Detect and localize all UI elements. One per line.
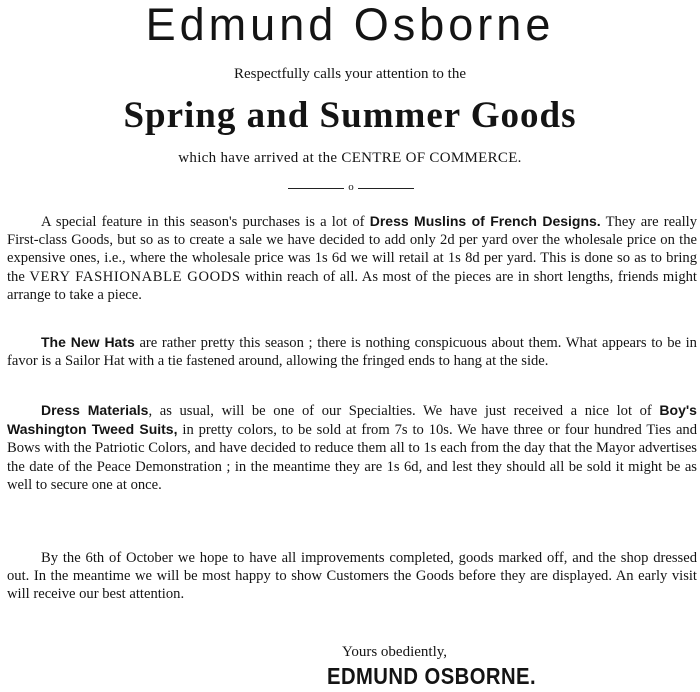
p1-text-3: within reach of all. As most of the pieces are in short lengths, friends might arrange to take a piece.	[7, 268, 697, 303]
p2-text-1: are rather pretty this season ; there is nothing conspicuous about them. What appears to be in favor is a Sailor Hat with a tie fastened around, allowing the fringed ends to hang at the side.	[7, 335, 697, 370]
signature: EDMUND OSBORNE.	[327, 663, 537, 689]
p1-text-2: They are really First-class Goods, but so as to create a sale we have decided to add only 2d per yard over the wholesale price on the expensive ones, i.e., where the wholesale price was 1s 6d we will retail at 1s 8d per yard. This is done so as to bring the	[7, 214, 697, 285]
paragraph-dress-materials	[7, 401, 697, 494]
p2-bold-new-hats: The New Hats	[41, 334, 135, 350]
paragraph-october-improvements	[7, 549, 697, 604]
p3-bold-dress-materials: Dress Materials	[41, 402, 149, 418]
headline-spring-summer-goods: Spring and Summer Goods	[123, 95, 577, 136]
p3-text-2: in pretty colors, to be sold at from 7s to 10s. We have three or four hundred Ties and Bows with the Patriotic Colors, and have decided to reduce them all to 1s each from the day that the Mayor advertises the date of the Peace Demonstration ; in the meantime they are 1s 6d, and lest they should all be sold it might be as well to secure one at once.	[7, 422, 698, 493]
paragraph-dress-muslins	[7, 212, 697, 304]
divider-mark: o	[348, 181, 354, 193]
valediction: Yours obediently,	[342, 644, 448, 660]
p3-bold-tweed-suits: Boy's Washington Tweed Suits,	[7, 402, 697, 438]
p1-bold-dress-muslins: Dress Muslins of French Designs.	[369, 213, 601, 229]
merchant-name-title: Edmund Osborne	[145, 0, 555, 50]
section-divider	[288, 180, 414, 196]
paragraph-new-hats	[7, 333, 697, 370]
intro-line: Respectfully calls your attention to the	[233, 66, 467, 82]
divider-rule-left	[288, 188, 344, 189]
p1-text-1: A special feature in this season's purchases is a lot of	[41, 214, 370, 230]
p3-text-1: , as usual, will be one of our Specialties. We have just received a nice lot of	[148, 403, 660, 419]
p1-fashionable-goods: VERY FASHIONABLE GOODS	[29, 268, 241, 285]
arrival-line: which have arrived at the CENTRE OF COMMERCE.	[178, 150, 522, 166]
divider-rule-right	[358, 188, 414, 189]
p4-text-1: By the 6th of October we hope to have all improvements completed, goods marked off, and the shop dressed out. In the meantime we will be most happy to show Customers the Goods before they are displayed. An early visit will receive our best attention.	[7, 550, 697, 603]
